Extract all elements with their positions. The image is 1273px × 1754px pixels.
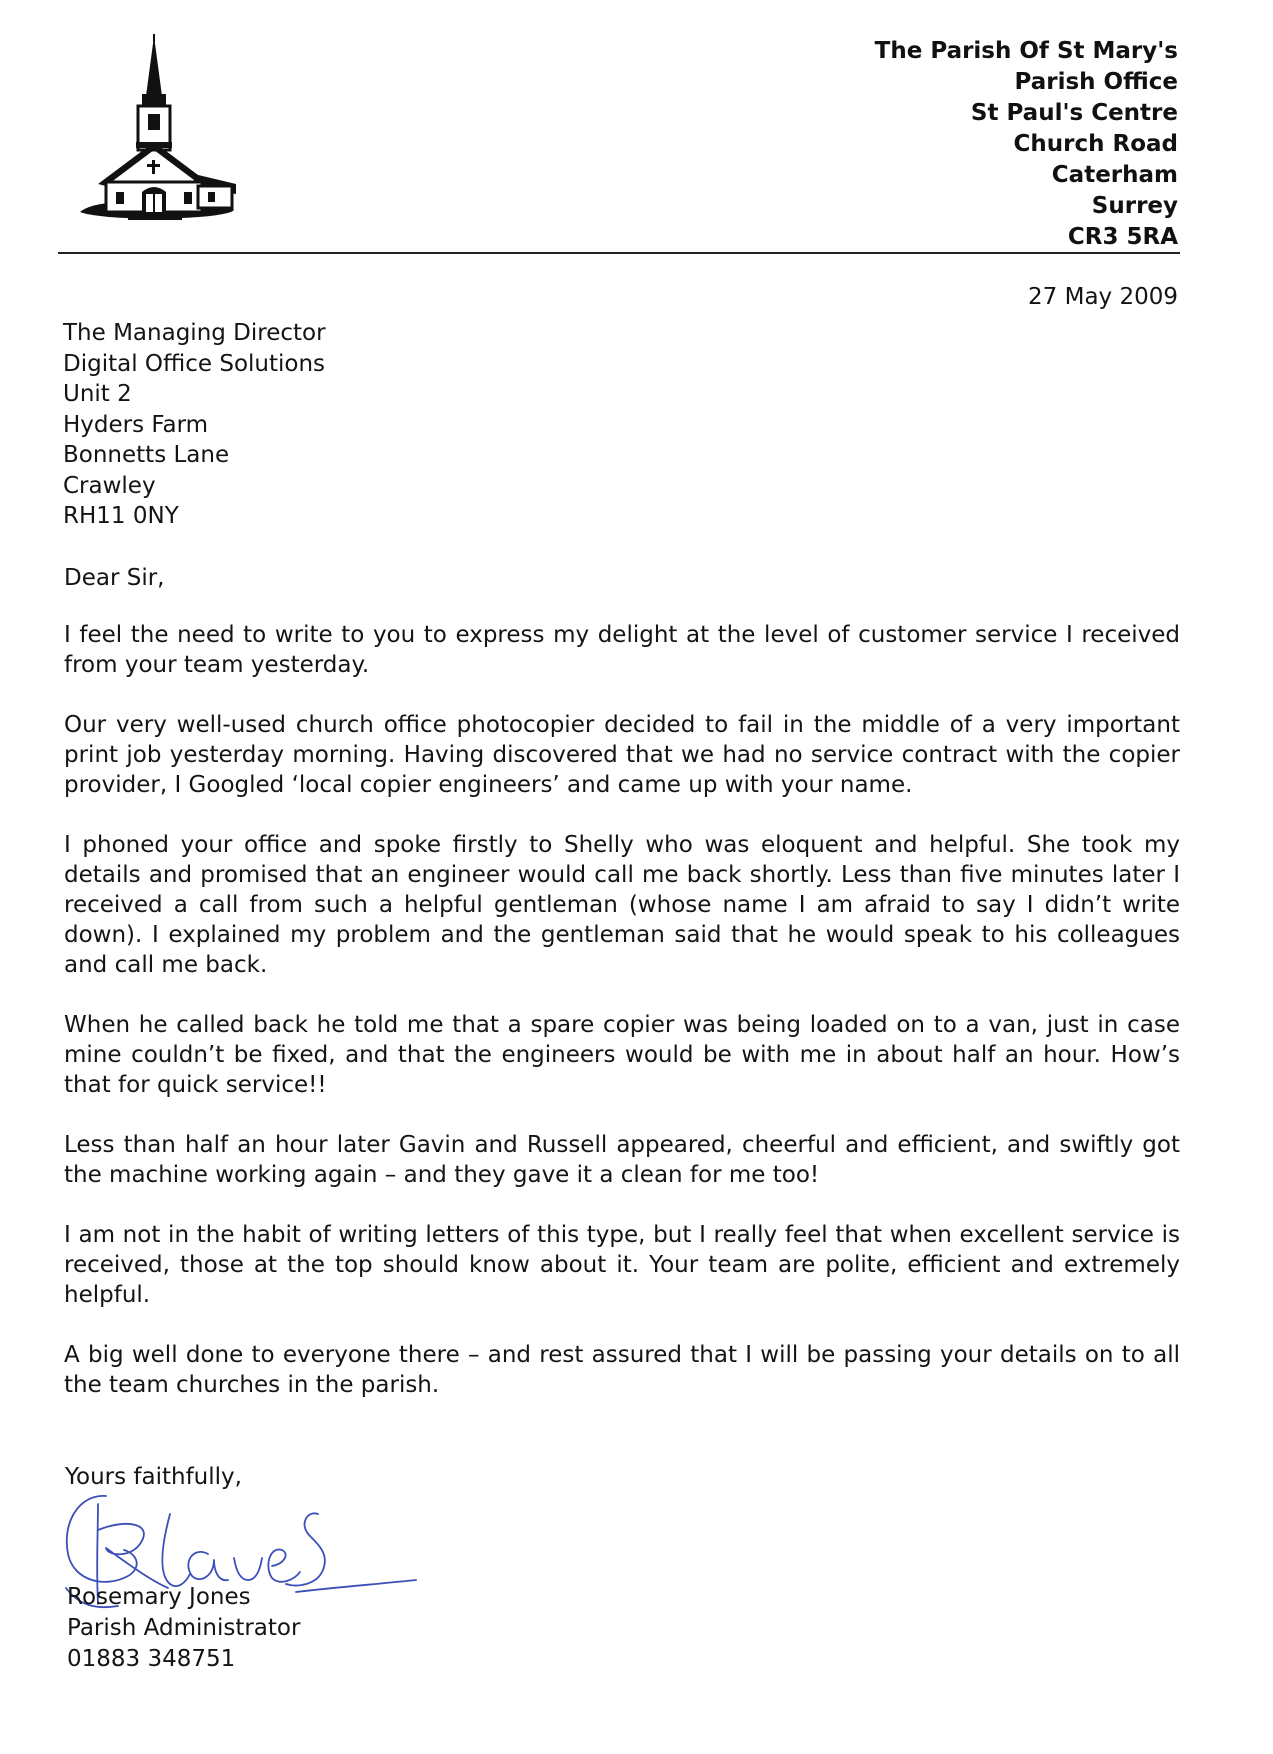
sender-line: CR3 5RA	[1067, 224, 1178, 250]
recipient-line: RH11 0NY	[63, 503, 179, 529]
recipient-line: Hyders Farm	[63, 411, 209, 438]
salutation: Dear Sir,	[64, 565, 165, 591]
recipient-line: Digital Office Solutions	[63, 350, 326, 377]
body-paragraph: I am not in the habit of writing letters of this type, but I really feel that when excellent service is received, those at the top should know about it. Your team are polite, efficient and extremely helpful.	[64, 1222, 1180, 1308]
recipient-address	[63, 318, 326, 532]
sender-line: Parish Office	[1014, 69, 1178, 95]
sender-address	[875, 36, 1178, 253]
body-paragraph: When he called back he told me that a spare copier was being loaded on to a van, just in case mine couldn’t be fixed, and that the engineers would be with me in about half an hour. How’s that for quick service!!	[64, 1012, 1180, 1098]
sender-line: Surrey	[1091, 193, 1178, 219]
recipient-line: Bonnetts Lane	[63, 442, 230, 468]
signatory-name: Rosemary Jones	[67, 1584, 251, 1610]
letter-body	[64, 620, 1180, 1430]
letter-date: 27 May 2009	[1028, 284, 1178, 310]
signoff-block	[67, 1582, 300, 1675]
sender-line: Church Road	[1013, 131, 1178, 157]
recipient-line: Unit 2	[63, 381, 132, 407]
church-logo-icon	[76, 34, 238, 224]
closing: Yours faithfully,	[65, 1464, 242, 1490]
recipient-line: Crawley	[63, 472, 156, 499]
body-paragraph: A big well done to everyone there – and rest assured that I will be passing your details on to all the team churches in the parish.	[64, 1342, 1180, 1398]
sender-line: St Paul's Centre	[970, 100, 1178, 126]
recipient-line: The Managing Director	[63, 320, 326, 346]
header-divider	[58, 252, 1180, 254]
body-paragraph: I feel the need to write to you to express my delight at the level of customer service I received from your team yesterday.	[64, 622, 1180, 678]
body-paragraph: Our very well-used church office photocopier decided to fail in the middle of a very important print job yesterday morning. Having discovered that we had no service contract with the copier provider, I Googled ‘local copier engineers’ and came up with your name.	[64, 712, 1180, 798]
sender-line: Caterham	[1051, 162, 1178, 188]
signatory-phone: 01883 348751	[67, 1646, 236, 1672]
body-paragraph: Less than half an hour later Gavin and Russell appeared, cheerful and efficient, and swiftly got the machine working again – and they gave it a clean for me too!	[64, 1132, 1180, 1188]
body-paragraph: I phoned your office and spoke firstly to Shelly who was eloquent and helpful. She took my details and promised that an engineer would call me back shortly. Less than five minutes later I received a call from such a helpful gentleman (whose name I am afraid to say I didn’t write down). I explained my problem and the gentleman said that he would speak to his colleagues and call me back.	[64, 832, 1180, 978]
signatory-title: Parish Administrator	[67, 1615, 301, 1641]
sender-line: The Parish Of St Mary's	[874, 38, 1178, 64]
